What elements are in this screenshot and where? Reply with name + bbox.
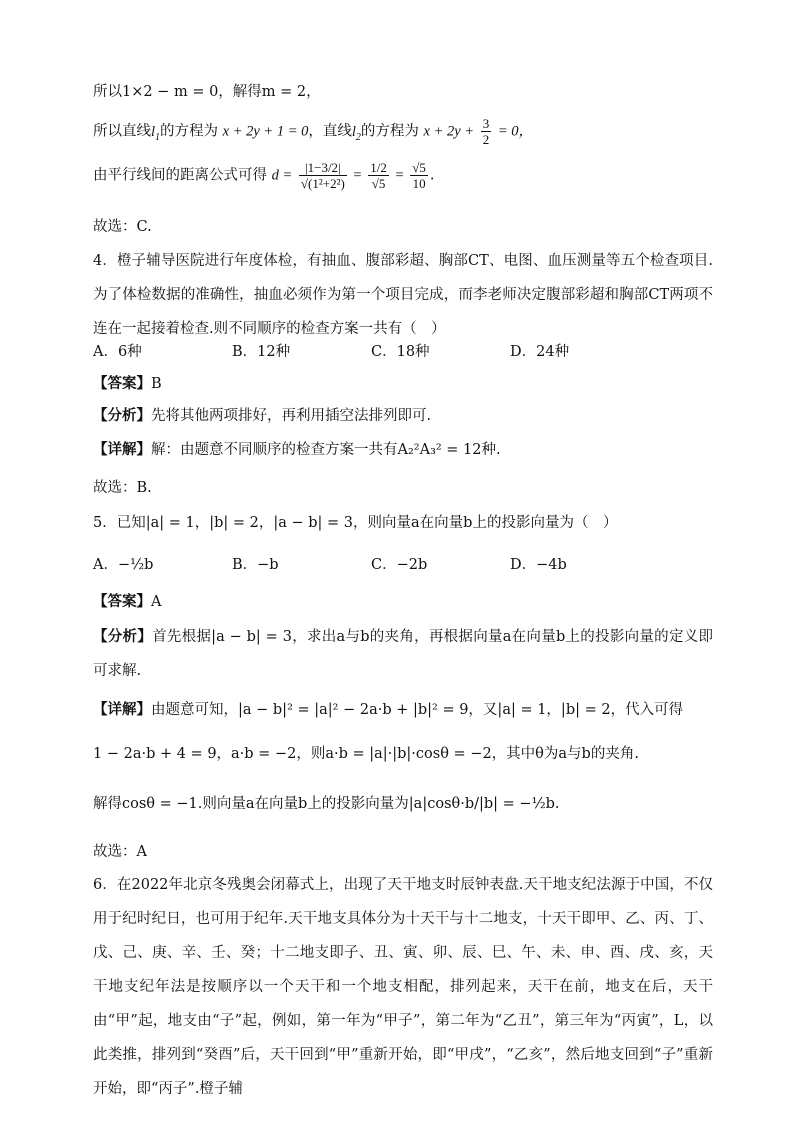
question-4-choice bbox=[93, 478, 152, 498]
line-l2-symbol: $l_2$ bbox=[351, 123, 361, 143]
question-4-detail bbox=[93, 440, 501, 460]
option-b: B．−b bbox=[232, 557, 279, 573]
fraction-three-halves: $\frac{3}{2}$ bbox=[482, 116, 490, 147]
answer-value: B bbox=[151, 376, 162, 392]
choice-line bbox=[93, 217, 152, 237]
text: 由平行线间的距离公式可得 bbox=[93, 167, 267, 184]
choice-text: 故选：B. bbox=[93, 480, 152, 496]
option-c: C．−2b bbox=[371, 557, 428, 573]
option-d: D．24种 bbox=[510, 344, 570, 360]
question-5-choice bbox=[93, 842, 147, 862]
question-4-analysis bbox=[93, 406, 431, 426]
solution-line-2 bbox=[93, 116, 533, 147]
detail-tag: 【详解】 bbox=[93, 441, 151, 458]
detail-text: 1 − 2a·b + 4 = 9，a·b = −2，则a·b = |a|·|b|·cosθ = −2，其中θ为a与b的夹角. bbox=[93, 746, 639, 762]
equation-l1: x + 2y + 1 = 0 bbox=[222, 123, 309, 140]
solution-line-3: 由平行线间的距离公式可得 d = $\frac{|1-3/2|}{\text{√(1²+2²)}}$ = $\frac{1/2}{√5}$ = $\frac{√5}{10}$ . bbox=[93, 160, 435, 191]
distance-fraction-2: $\frac{1/2}{√5}$ bbox=[370, 160, 387, 191]
option-a: A．6种 bbox=[93, 344, 142, 360]
question-5-detail-2 bbox=[93, 744, 639, 764]
distance-fraction-1: $\frac{|1-3/2|}{\text{√(1²+2²)}}$ bbox=[300, 160, 345, 191]
option-a: A．−½b bbox=[93, 557, 154, 573]
option-d: D．−4b bbox=[510, 557, 567, 573]
detail-text: 解：由题意不同顺序的检查方案一共有A₂²A₃² = 12种. bbox=[151, 442, 501, 458]
text: ，直线 bbox=[308, 123, 352, 140]
choice-text: 故选：C. bbox=[93, 219, 152, 235]
question-5-detail-3 bbox=[93, 794, 560, 814]
analysis-text: 先将其他两项排好，再利用插空法排列即可. bbox=[151, 408, 432, 424]
analysis-tag: 【分析】 bbox=[93, 407, 151, 424]
stem-text: 5．已知|a| = 1，|b| = 2，|a − b| = 3，则向量a在向量b上的投影向量为（ ） bbox=[93, 515, 618, 531]
question-5-detail-1 bbox=[93, 700, 683, 720]
question-4-stem: 4．橙子辅导医院进行年度体检，有抽血、腹部彩超、胸部CT、电图、血压测量等五个检查项目.为了体检数据的准确性，抽血必须作为第一个项目完成，而李老师决定腹部彩超和胸部CT两项不连在一起接着检查.则不同顺序的检查方案一共有（ ） bbox=[93, 253, 713, 337]
solution-line-1 bbox=[93, 82, 321, 102]
question-4-answer bbox=[93, 374, 162, 394]
choice-text: 故选：A bbox=[93, 844, 147, 860]
text: 的方程为 bbox=[160, 123, 219, 140]
detail-tag: 【详解】 bbox=[93, 701, 151, 718]
distance-fraction-3: $\frac{√5}{10}$ bbox=[412, 160, 426, 191]
question-5-analysis bbox=[93, 620, 713, 688]
detail-text: 由题意可知，|a − b|² = |a|² − 2a·b + |b|² = 9，又|a| = 1，|b| = 2，代入可得 bbox=[151, 702, 684, 718]
text: 所以直线 bbox=[93, 123, 151, 140]
answer-tag: 【答案】 bbox=[93, 375, 151, 392]
answer-value: A bbox=[151, 594, 162, 610]
question-5-stem bbox=[93, 513, 617, 533]
option-b: B．12种 bbox=[232, 344, 291, 360]
text: 的方程为 bbox=[360, 123, 419, 140]
analysis-text: 首先根据|a − b| = 3，求出a与b的夹角，再根据向量a在向量b上的投影向量的定义即可求解. bbox=[93, 629, 713, 679]
question-6-stem: 6．在2022年北京冬残奥会闭幕式上，出现了天干地支时辰钟表盘.天干地支纪法源于中国，不仅用于纪时纪日，也可用于纪年.天干地支具体分为十天干与十二地支，十天干即甲、乙、丙、丁、戊、己、庚、辛、壬、癸；十二地支即子、丑、寅、卯、辰、巳、午、未、申、酉、戌、亥，天干地支纪年法是按顺序以一个天干和一个地支相配，排列起来，天干在前，地支在后，天干由“甲”起，地支由“子”起，例如，第一年为“甲子”，第二年为“乙丑”，第三年为“丙寅”，L，以此类推，排列到“癸酉”后，天干回到“甲”重新开始，即“甲戌”，“乙亥”，然后地支回到“子”重新开始，即“丙子”.橙子辅 bbox=[93, 877, 713, 1097]
equation-l2: x + 2y + bbox=[423, 123, 475, 140]
solution-text: 所以1×2 − m = 0，解得m = 2， bbox=[93, 84, 321, 100]
option-c: C．18种 bbox=[371, 344, 430, 360]
answer-tag: 【答案】 bbox=[93, 593, 151, 610]
question-5-answer bbox=[93, 592, 161, 612]
detail-text: 解得cosθ = −1.则向量a在向量b上的投影向量为|a|cosθ·b/|b| = −½b. bbox=[93, 796, 560, 812]
equation-l2-end: = 0， bbox=[497, 123, 533, 140]
distance-symbol: d = bbox=[271, 167, 293, 184]
line-l1-symbol: $l_1$ bbox=[151, 123, 161, 143]
analysis-tag: 【分析】 bbox=[93, 628, 153, 645]
